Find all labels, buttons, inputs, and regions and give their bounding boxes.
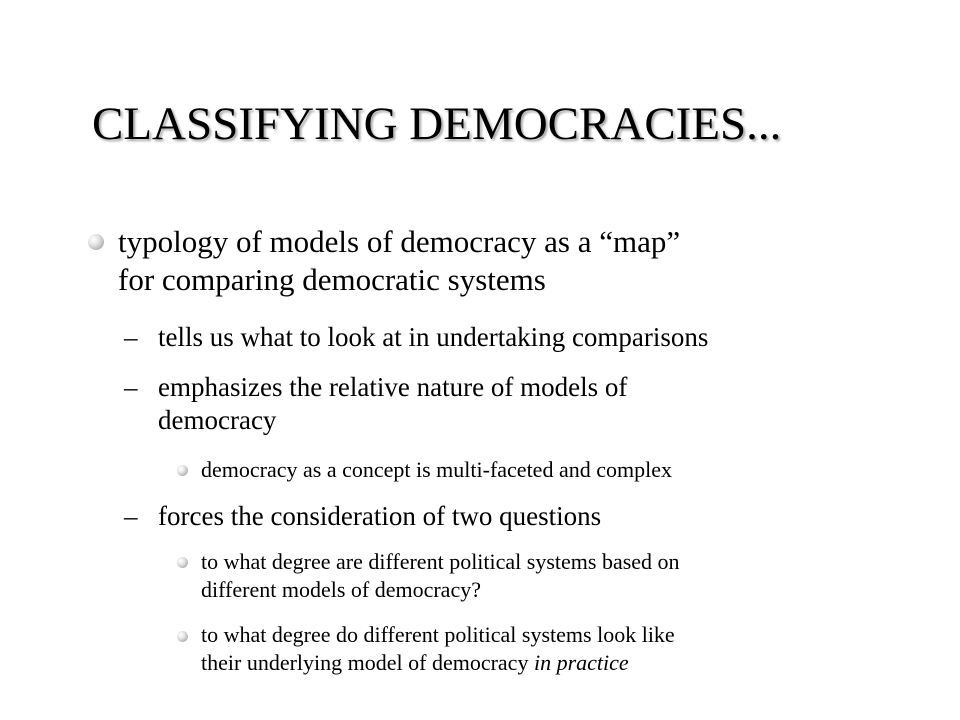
bullet-text-line: typology of models of democracy as a “map” xyxy=(118,224,681,259)
sub-bullet-text-line: forces the consideration of two questions xyxy=(158,501,602,531)
dash-icon: – xyxy=(124,372,138,402)
plain-text: their underlying model of democracy xyxy=(201,650,534,675)
dash-icon: – xyxy=(124,322,138,352)
dash-icon: – xyxy=(124,501,138,531)
bullet-icon xyxy=(177,465,188,476)
sub-bullet-text-line: democracy xyxy=(158,405,277,435)
sub-sub-bullet-text-line: different models of democracy? xyxy=(201,577,481,602)
sub-bullet-text-line: tells us what to look at in undertaking comparisons xyxy=(158,322,709,352)
emphasized-text: in practice xyxy=(533,650,629,675)
bullet-icon xyxy=(177,631,188,642)
sub-sub-bullet-text-line: democracy as a concept is multi-faceted and complex xyxy=(201,457,672,482)
bullet-text-line: for comparing democratic systems xyxy=(118,262,546,297)
sub-sub-bullet-text-line: to what degree do different political systems look like xyxy=(201,622,675,647)
bullet-icon xyxy=(177,557,188,568)
slide-title: CLASSIFYING DEMOCRACIES... xyxy=(92,98,782,150)
sub-sub-bullet-text-line xyxy=(201,649,629,677)
sub-bullet-text-line: emphasizes the relative nature of models of xyxy=(158,372,628,402)
bullet-icon xyxy=(88,234,104,250)
sub-sub-bullet-text-line: to what degree are different political systems based on xyxy=(201,549,680,574)
